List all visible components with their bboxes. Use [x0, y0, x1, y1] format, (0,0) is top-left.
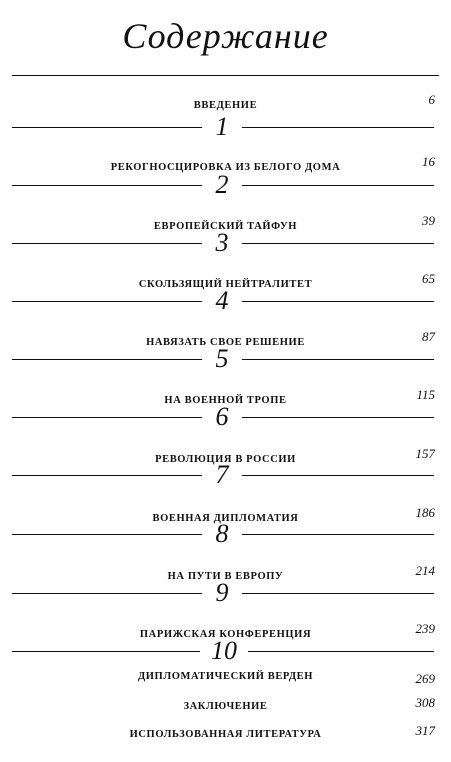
toc-entry-page: 6: [428, 92, 435, 107]
toc-entry-title: РЕКОГНОСЦИРОВКА ИЗ БЕЛОГО ДОМА: [110, 162, 341, 173]
divider-rule-left: [12, 475, 202, 476]
part-number: 3: [215, 228, 229, 257]
part-number: 4: [215, 286, 229, 315]
toc-entry-page: 157: [415, 446, 435, 461]
toc-entry-title: СКОЛЬЗЯЩИЙ НЕЙТРАЛИТЕТ: [138, 279, 313, 290]
toc-entry-page: 39: [422, 213, 435, 228]
part-divider: [0, 521, 451, 547]
toc-entry-page: 65: [422, 271, 435, 286]
toc-entry-title: ЕВРОПЕЙСКИЙ ТАЙФУН: [153, 221, 298, 232]
divider-rule-right: [242, 185, 434, 186]
divider-rule-right: [242, 243, 434, 244]
toc-entry-title: ИСПОЛЬЗОВАННАЯ ЛИТЕРАТУРА: [129, 729, 322, 740]
part-divider: [0, 172, 451, 198]
toc-entry-page: 317: [415, 723, 435, 738]
toc-entry-page: 239: [415, 621, 435, 636]
toc-entry-page: 214: [415, 563, 435, 578]
toc-entry-title: ВВЕДЕНИЕ: [193, 100, 258, 111]
divider-rule-right: [242, 417, 434, 418]
divider-rule-right: [248, 651, 434, 652]
divider-rule-right: [242, 475, 434, 476]
toc-entry-page: 16: [422, 154, 435, 169]
title-rule: [12, 75, 439, 76]
divider-rule-left: [12, 534, 202, 535]
toc-entry-title: ПАРИЖСКАЯ КОНФЕРЕНЦИЯ: [139, 629, 312, 640]
part-divider: [0, 288, 451, 314]
part-number: 6: [215, 402, 229, 431]
toc-entry-title: НА ВОЕННОЙ ТРОПЕ: [164, 395, 287, 406]
divider-rule-left: [12, 417, 202, 418]
toc-entry[interactable]: [0, 695, 451, 718]
part-number: 7: [215, 460, 229, 489]
part-number: 9: [215, 578, 229, 607]
part-divider: [0, 114, 451, 140]
part-divider: [0, 346, 451, 372]
part-number: 10: [211, 636, 237, 665]
divider-rule-right: [242, 593, 434, 594]
divider-rule-left: [12, 593, 202, 594]
toc-entry-title: ВОЕННАЯ ДИПЛОМАТИЯ: [152, 513, 299, 524]
part-divider: [0, 230, 451, 256]
part-number: 8: [215, 519, 229, 548]
divider-rule-right: [242, 127, 434, 128]
divider-rule-left: [12, 127, 202, 128]
divider-rule-left: [12, 301, 202, 302]
divider-rule-left: [12, 185, 202, 186]
toc-entry-title: НА ПУТИ В ЕВРОПУ: [167, 571, 284, 582]
toc-entry-page: 115: [416, 387, 435, 402]
divider-rule-left: [12, 651, 200, 652]
toc-entry-title: ЗАКЛЮЧЕНИЕ: [183, 701, 268, 712]
toc-entry-page: 269: [415, 671, 435, 686]
divider-rule-left: [12, 359, 202, 360]
part-number: 1: [215, 112, 229, 141]
toc-entry-title: РЕВОЛЮЦИЯ В РОССИИ: [155, 454, 296, 465]
part-divider: [0, 404, 451, 430]
divider-rule-right: [242, 301, 434, 302]
part-divider: [0, 580, 451, 606]
part-number: 5: [215, 344, 229, 373]
toc-entry[interactable]: [0, 668, 451, 688]
toc-entry-page: 87: [422, 329, 435, 344]
toc-entry-page: 186: [415, 505, 435, 520]
part-number: 2: [215, 170, 229, 199]
toc-entry[interactable]: [0, 723, 451, 746]
divider-rule-right: [242, 359, 434, 360]
part-divider: [0, 638, 451, 664]
part-divider: [0, 462, 451, 488]
toc-entry-page: 308: [415, 695, 435, 710]
toc-entry-title: ДИПЛОМАТИЧЕСКИЙ ВЕРДЕН: [137, 671, 314, 682]
divider-rule-right: [242, 534, 434, 535]
toc-entry-title: НАВЯЗАТЬ СВОЕ РЕШЕНИЕ: [146, 337, 305, 348]
page-title: Содержание: [122, 16, 329, 56]
divider-rule-left: [12, 243, 202, 244]
